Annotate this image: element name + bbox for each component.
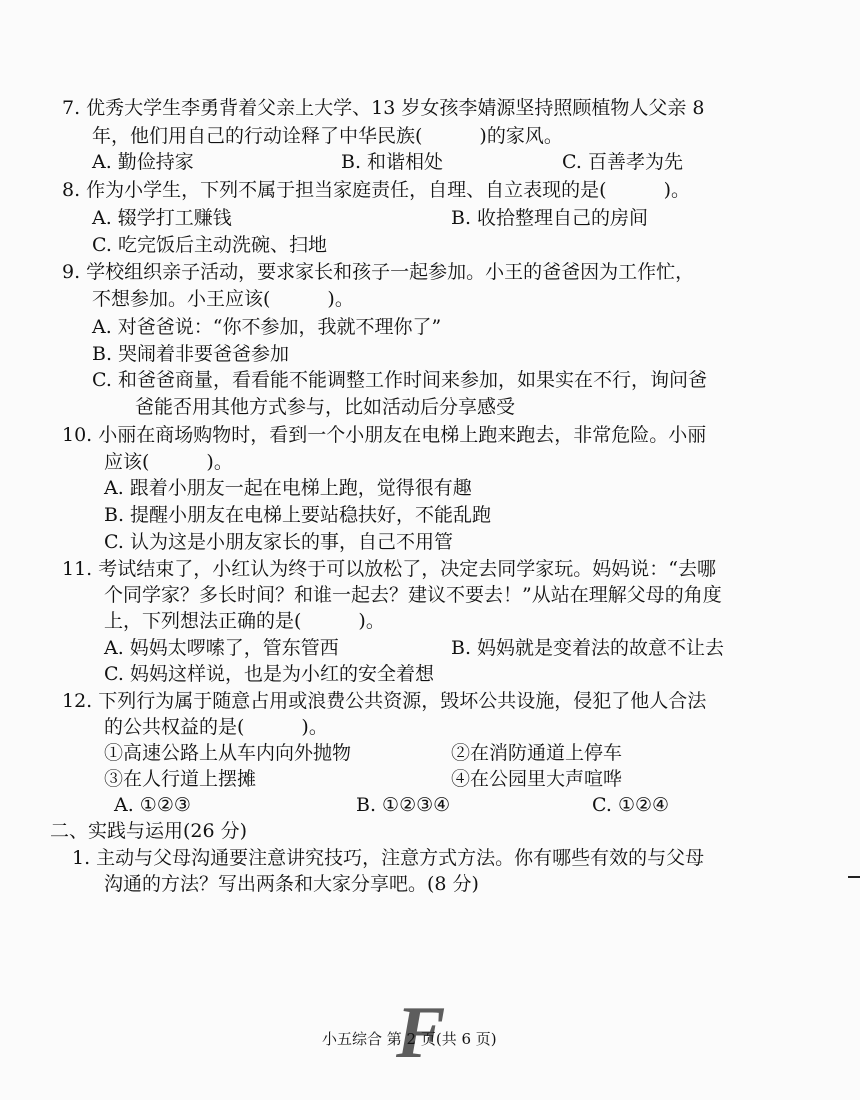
q12-option-b: B. ①②③④ [356, 794, 451, 816]
q8-option-b: B. 收拾整理自己的房间 [451, 207, 649, 229]
q11-option-a: A. 妈妈太啰嗦了，管东管西 [104, 637, 339, 659]
section2-title: 二、实践与运用(26 分) [50, 820, 248, 842]
page-footer: 小五综合 第 2 页(共 6 页) [322, 1030, 497, 1048]
q12-line2: 的公共权益的是( )。 [104, 716, 328, 738]
q12-option-c: C. ①②④ [592, 794, 670, 816]
q12-item-2: ②在消防通道上停车 [451, 742, 623, 764]
section2-q1-line1: 1. 主动与父母沟通要注意讲究技巧，注意方式方法。你有哪些有效的与父母 [72, 847, 705, 869]
q12-option-a: A. ①②③ [114, 794, 191, 816]
q12-item-3: ③在人行道上摆摊 [104, 768, 257, 790]
q8-line1: 8. 作为小学生，下列不属于担当家庭责任，自理、自立表现的是( )。 [62, 179, 690, 201]
section2-q1-line2: 沟通的方法？写出两条和大家分享吧。(8 分) [104, 873, 479, 895]
q9-line1: 9. 学校组织亲子活动，要求家长和孩子一起参加。小王的爸爸因为工作忙， [62, 261, 695, 283]
q11-line2: 个同学家？多长时间？和谁一起去？建议不要去！”从站在理解父母的角度 [104, 584, 722, 606]
q11-line1: 11. 考试结束了，小红认为终于可以放松了，决定去同学家玩。妈妈说：“去哪 [62, 558, 716, 580]
stamp-letter-f: F [396, 992, 446, 1074]
edge-mark [848, 876, 860, 878]
q10-line2: 应该( )。 [104, 451, 233, 473]
q8-option-a: A. 辍学打工赚钱 [92, 207, 232, 229]
q7-option-c: C. 百善孝为先 [562, 151, 683, 173]
q11-line3: 上，下列想法正确的是( )。 [104, 610, 385, 632]
q9-option-c: C. 和爸爸商量，看看能不能调整工作时间来参加，如果实在不行，询问爸 [92, 369, 707, 391]
q8-option-c: C. 吃完饭后主动洗碗、扫地 [92, 234, 327, 256]
q9-option-c-cont: 爸能否用其他方式参与，比如活动后分享感受 [135, 396, 516, 418]
q11-option-c: C. 妈妈这样说，也是为小红的安全着想 [104, 663, 434, 685]
q11-option-b: B. 妈妈就是变着法的故意不让去 [451, 637, 725, 659]
q12-item-4: ④在公园里大声喧哗 [451, 768, 623, 790]
q10-option-a: A. 跟着小朋友一起在电梯上跑，觉得很有趣 [104, 477, 472, 499]
q12-item-1: ①高速公路上从车内向外抛物 [104, 742, 352, 764]
q10-option-c: C. 认为这是小朋友家长的事，自己不用管 [104, 531, 453, 553]
q7-line2: 年，他们用自己的行动诠释了中华民族( )的家风。 [92, 125, 563, 147]
q10-line1: 10. 小丽在商场购物时，看到一个小朋友在电梯上跑来跑去，非常危险。小丽 [62, 424, 707, 446]
q9-option-b: B. 哭闹着非要爸爸参加 [92, 343, 290, 365]
q7-option-b: B. 和谐相处 [341, 151, 444, 173]
q9-line2: 不想参加。小王应该( )。 [92, 288, 354, 310]
q7-option-a: A. 勤俭持家 [92, 151, 194, 173]
q9-option-a: A. 对爸爸说：“你不参加，我就不理你了” [92, 316, 442, 338]
q12-line1: 12. 下列行为属于随意占用或浪费公共资源，毁坏公共设施，侵犯了他人合法 [62, 690, 707, 712]
q10-option-b: B. 提醒小朋友在电梯上要站稳扶好，不能乱跑 [104, 504, 492, 526]
q7-line1: 7. 优秀大学生李勇背着父亲上大学、13 岁女孩李婧源坚持照顾植物人父亲 8 [62, 97, 705, 119]
